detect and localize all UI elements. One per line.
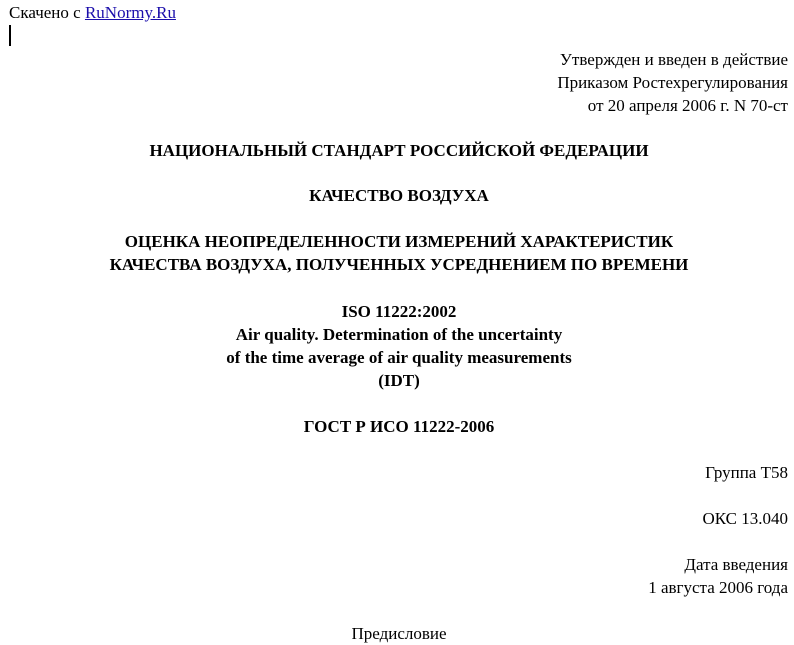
- iso-heading: [0, 300, 794, 392]
- introduction-date-value: 1 августа 2006 года: [648, 578, 788, 597]
- foreword-title: Предисловие: [351, 624, 447, 643]
- approval-line-1: Утвержден и введен в действие: [559, 50, 788, 69]
- oks-label: ОКС 13.040: [702, 509, 788, 528]
- introduction-date-label: Дата введения: [684, 555, 788, 574]
- oks-block: [702, 507, 788, 530]
- gost-heading: [0, 415, 794, 438]
- national-standard-heading: [0, 139, 794, 162]
- iso-title-line-1: Air quality. Determination of the uncertainty: [235, 325, 563, 344]
- text-cursor: [9, 25, 11, 46]
- evaluation-title-line-2: КАЧЕСТВА ВОЗДУХА, ПОЛУЧЕННЫХ УСРЕДНЕНИЕМ ПО ВРЕМЕНИ: [109, 255, 689, 274]
- group-block: [705, 461, 788, 484]
- iso-equivalence: (IDT): [378, 371, 420, 390]
- group-label: Группа Т58: [705, 463, 788, 482]
- approval-line-2: Приказом Ростехрегулирования: [557, 73, 788, 92]
- introduction-date-block: [648, 553, 788, 599]
- download-source-prefix: Скачено с: [9, 3, 81, 22]
- approval-line-3: от 20 апреля 2006 г. N 70-ст: [587, 96, 788, 115]
- gost-code: ГОСТ Р ИСО 11222-2006: [303, 417, 495, 436]
- iso-title-line-2: of the time average of air quality measurements: [226, 348, 572, 367]
- national-standard-title: НАЦИОНАЛЬНЫЙ СТАНДАРТ РОССИЙСКОЙ ФЕДЕРАЦИИ: [149, 141, 649, 160]
- iso-code: ISO 11222:2002: [341, 302, 457, 321]
- air-quality-title: КАЧЕСТВО ВОЗДУХА: [309, 186, 489, 205]
- evaluation-heading: [0, 230, 794, 276]
- foreword-heading: [0, 622, 794, 645]
- download-source-line: [9, 3, 176, 23]
- runormy-link[interactable]: RuNormy.Ru: [84, 3, 176, 22]
- evaluation-title-line-1: ОЦЕНКА НЕОПРЕДЕЛЕННОСТИ ИЗМЕРЕНИЙ ХАРАКТЕРИСТИК: [124, 232, 674, 251]
- approval-block: [557, 48, 788, 117]
- air-quality-heading: [0, 184, 794, 207]
